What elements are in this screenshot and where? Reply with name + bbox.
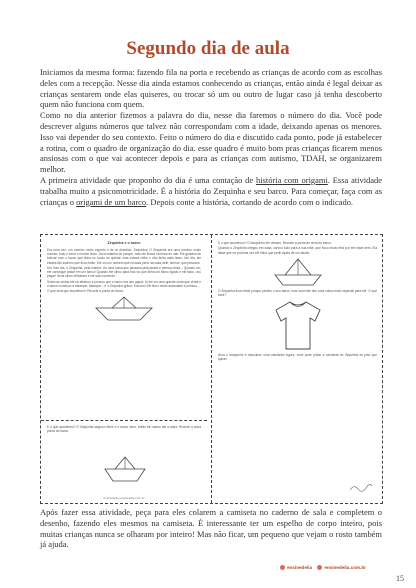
instagram-handle[interactable]: ensinedelia <box>280 565 312 570</box>
intro-paragraph-3 <box>40 175 382 207</box>
story-text-left-bottom <box>47 425 201 435</box>
story-text-left <box>47 248 201 294</box>
story-paragraph: E o que aconteceu? O barquinho ele desceu. Recorte a ponta de cima do barco. <box>218 241 332 245</box>
intro-text <box>40 67 382 207</box>
intro-p3-text-a: A primeira atividade que proponho do dia é uma contação de <box>40 174 256 185</box>
boat-origami-link[interactable]: origami de um barco <box>76 196 147 207</box>
footer-brand <box>280 565 390 570</box>
cut-line <box>41 420 207 421</box>
signature-doodle <box>349 483 373 493</box>
paper-boat-drawing <box>94 296 154 322</box>
intro-paragraph-1: Iniciamos da mesma forma: fazendo fila na porta e recebendo as crianças de acordo com as escolhas deles com a recepção. Nesse dia ainda estamos conhecendo as crianças, então ainda é legal deixar as crianças sentarem onde elas quiseres, ou trocar só um ou outro de lugar caso já tenha descoberto quem não funciona com quem. <box>40 67 382 110</box>
instagram-icon <box>280 565 285 570</box>
story-paragraph: Quando o Zequinha chegou em casa, contou tudo para a sua mãe, que ficou muito feliz por ele estar bem. Ela disse que na próxima vez ele tinha que pedir ajuda de um adulto. <box>218 246 377 255</box>
worksheet-logo: ensinedelia ensinedelia.com.br <box>103 496 145 500</box>
intro-paragraph-2: Como no dia anterior fizemos a palavra do dia, nesse dia faremos o número do dia. Você pode descrever alguns números que talvez não correspondam com a idade, deixando apenas os menores. Isso vai depender do seu contexto. Feito o número do dia e discutido cada ponto, pode já estabelecer a rotina, com o quadro de organização do dia. esse quadro é muito bom pras crianças ficarem menos ansiosas com o que vai acontecer depois e para as crianças com autismo, TDAH, se organizarem melhor. <box>40 110 382 175</box>
story-worksheet <box>40 234 383 504</box>
page-number: 15 <box>396 574 404 583</box>
page-title: Segundo dia de aula <box>126 38 290 59</box>
intro-p3-text-b: . Essa atividade trabalha muito a psicomotricidade. É a história do Zequinha e seu barco. Para começar, faça com as crianças o <box>40 174 383 207</box>
story-paragraph: Sobre as ondas ele se abaixou e pensou que o barco era seu agora. Ai ele viu uma grande onda que vinha e o barco começou a balançar, balançar... e o Zequinha gritou: Socorro! Ele ficou muito assustado e pensou... <box>47 279 201 288</box>
story-paragraph: O Zequinha ficou triste porque perdeu o seu barco, mas sua mãe deu uma coisa muito especial para ele. O que será? <box>218 288 377 297</box>
globe-icon <box>317 565 322 570</box>
site-link[interactable]: ensinedelia.com.br <box>317 565 366 570</box>
story-text-right-mid <box>218 289 377 297</box>
t-shirt-drawing <box>273 299 323 351</box>
worksheet-right-column <box>211 235 383 503</box>
story-paragraph: Era uma vez, um menino muito esperto e de ar divertido. Zequinha! O Zequinha era uma menino muito curioso, tudo o toma o mundo lindo. Da montanha do parque, mas ele ficava na beira do mar. Ele gostava de brincar com o barco que tinha no fundo do quintal, mas estava velho e não tinha mais remo. Um dia, ele estava tão sozinho que ficou triste. Ele viu um homem que morava perto da casa dele, senhor, que pescava. <box>47 248 201 265</box>
story-paragraph: E o que aconteceu? O Zequinha segurou firme e o barco virou, então ele nadou até a areia. Recorte a outra ponta do barco. <box>47 425 201 434</box>
story-paragraph: Abra o barquinho e descubra: uma camiseta! Agora, você pode pintar a camiseta do Zequinha do jeito que quiser. <box>218 353 377 362</box>
story-title: Zequinha e o barco <box>107 241 141 245</box>
origami-story-link[interactable]: história com origami <box>256 174 328 185</box>
story-paragraph: O que será que aconteceu? Recorte a ponta do barco. <box>47 289 125 294</box>
intro-p3-text-c: . Depois conte a história, cortando de acordo com o indicado. <box>146 196 354 207</box>
story-text-right-bottom <box>218 353 377 361</box>
worksheet-left-column <box>41 235 207 503</box>
closing-paragraph: Após fazer essa atividade, peça para eles colarem a camiseta no caderno de sala e completem o desenho, fazendo eles mesmos na camiseta. É interessante ter um espelho de corpo inteiro, pois muitas crianças nunca se olharam por inteiro! Mas não ficar, um pequeno que vejam o rosto também já ajuda. <box>40 507 382 550</box>
paper-boat-small-drawing <box>103 455 147 483</box>
story-paragraph: Um bom dia, o Zequinha, pela manhã, viu uma coisa que passava pela janela e pensou essa... Quando viu, ele consegue andar em um barco! Quando ele olhou para trás viu que tinha um barco ligado e ele falou: vou pegar! Seus olhos brilharam e ele saiu correndo. <box>47 266 201 279</box>
story-text-right <box>218 241 377 255</box>
paper-hat-drawing <box>271 257 325 287</box>
